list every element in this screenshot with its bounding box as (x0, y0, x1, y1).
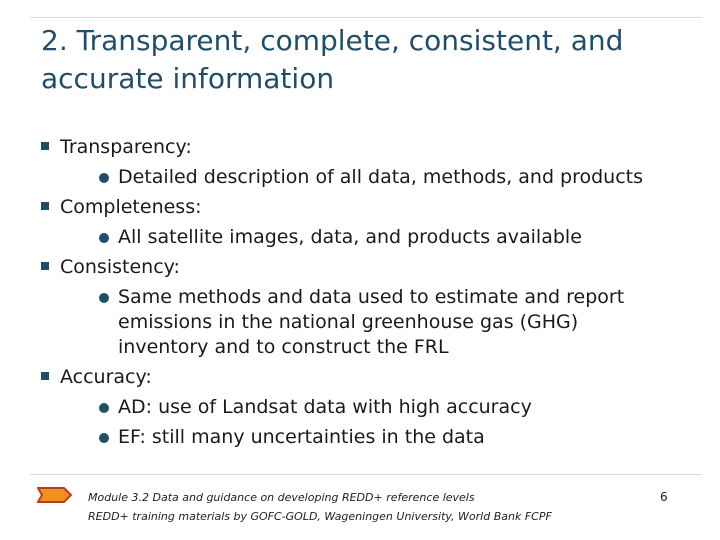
footer-line-1: Module 3.2 Data and guidance on developing REDD+ reference levels (88, 491, 475, 504)
dot-bullet-icon (99, 403, 109, 413)
arrow-logo-icon (37, 485, 73, 505)
dot-bullet-icon (99, 433, 109, 443)
dot-bullet-icon (99, 293, 109, 303)
bottom-divider (30, 474, 702, 475)
dot-bullet-icon (99, 173, 109, 183)
footer-line-2: REDD+ training materials by GOFC-GOLD, Wageningen University, World Bank FCPF (88, 510, 552, 523)
square-bullet-icon (41, 202, 49, 210)
dot-bullet-icon (99, 233, 109, 243)
title-line-2: accurate information (41, 62, 335, 95)
page-number: 6 (660, 490, 668, 504)
title-line-1: 2. Transparent, complete, consistent, and (41, 24, 624, 57)
footer-text (88, 488, 552, 526)
square-bullet-icon (41, 372, 49, 380)
square-bullet-icon (41, 142, 49, 150)
slide-title (41, 22, 701, 98)
square-bullet-icon (41, 262, 49, 270)
top-divider (30, 17, 702, 18)
